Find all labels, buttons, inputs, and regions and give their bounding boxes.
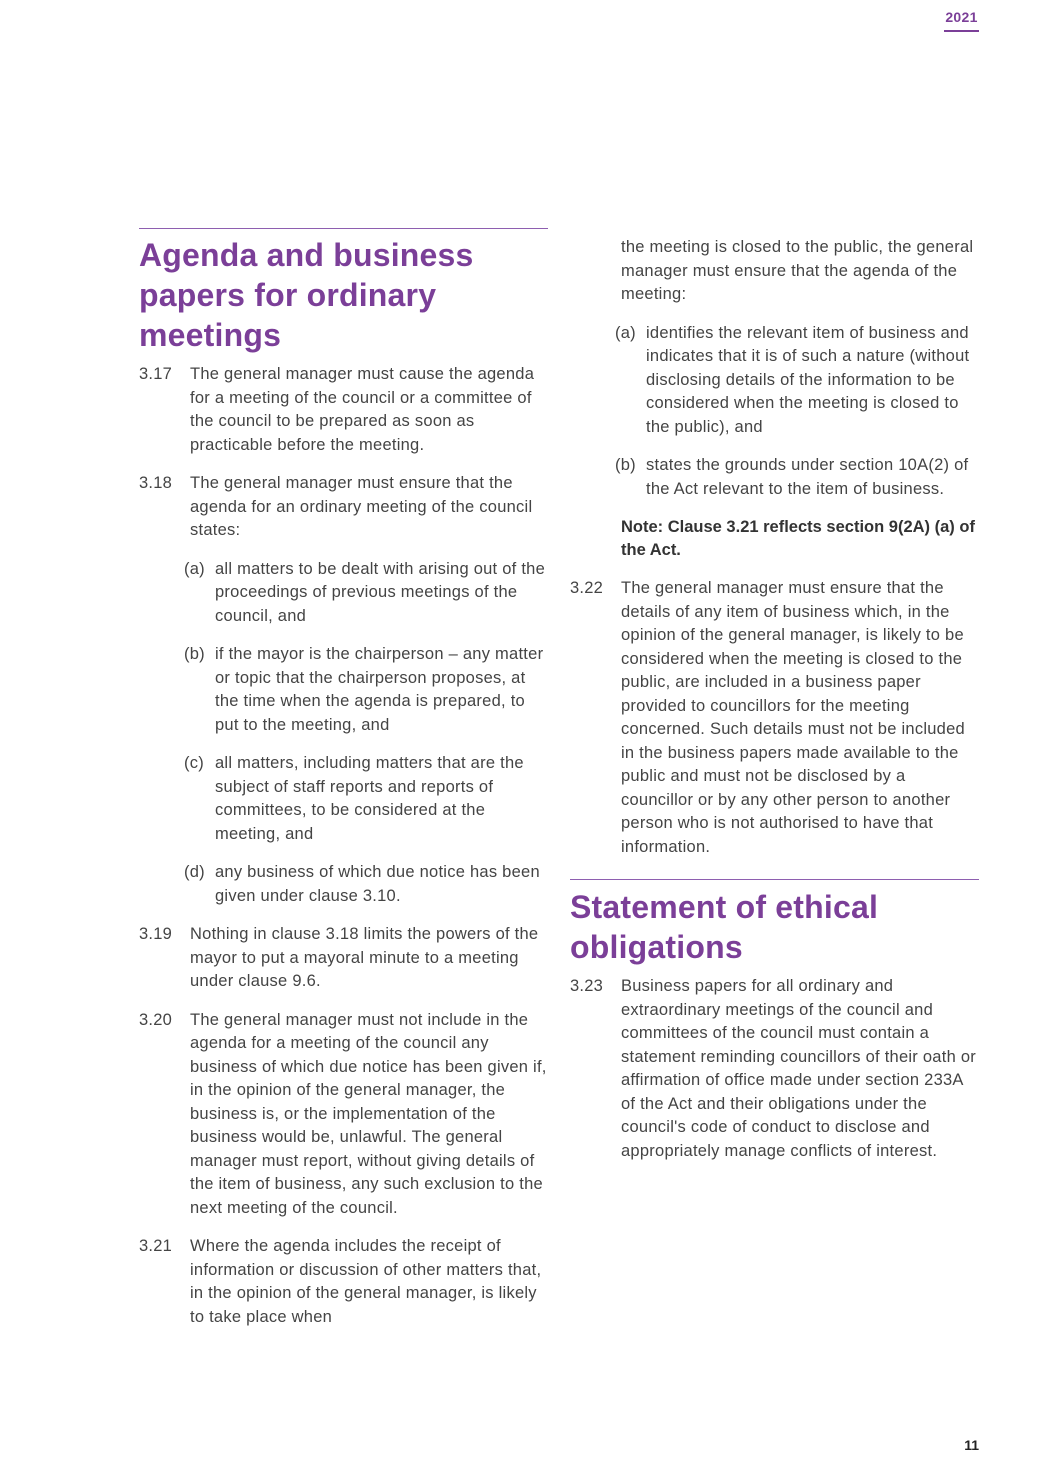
section-divider bbox=[570, 879, 979, 967]
clause-3-17 bbox=[139, 363, 548, 457]
list-item-text: if the mayor is the chairperson – any matter or topic that the chairperson proposes, at the time when the agenda is prepared, to put to the meeting, and bbox=[215, 645, 544, 734]
clause-text: The general manager must not include in the agenda for a meeting of the council any business of which due notice has been given if, in the opinion of the general manager, the business is, or the implementation of the business would be, unlawful. The general manager must report, without giving details of the item of business, any such exclusion to the next meeting of the council. bbox=[190, 1010, 547, 1217]
clause-number: 3.23 bbox=[570, 977, 604, 995]
clause-3-21 bbox=[139, 1235, 548, 1329]
clause-3-21-continued: the meeting is closed to the public, the general manager must ensure that the agenda of the meeting: bbox=[621, 238, 974, 303]
list-item bbox=[139, 643, 548, 737]
list-item-text: identifies the relevant item of business and indicates that it is of such a nature (without disclosing details of the information to be considered when the meeting is closed to the public), and bbox=[646, 323, 970, 436]
list-item-label: (b) bbox=[184, 645, 205, 663]
list-item bbox=[570, 454, 979, 501]
list-item-label: (a) bbox=[184, 559, 205, 578]
list-item bbox=[139, 558, 548, 629]
list-item bbox=[570, 322, 979, 440]
clause-number: 3.22 bbox=[570, 579, 604, 597]
clause-text: Nothing in clause 3.18 limits the powers of the mayor to put a mayoral minute to a meeting under clause 9.6. bbox=[190, 925, 539, 990]
clause-number: 3.18 bbox=[139, 474, 173, 492]
note: Note: Clause 3.21 reflects section 9(2A) (a) of the Act. bbox=[621, 518, 975, 559]
clause-number: 3.19 bbox=[139, 925, 173, 943]
section-title-ethical: Statement of ethical obligations bbox=[570, 889, 879, 965]
list-item-text: any business of which due notice has been given under clause 3.10. bbox=[215, 863, 540, 905]
clause-3-20 bbox=[139, 1009, 548, 1221]
clause-3-23 bbox=[570, 975, 979, 1163]
clause-text: The general manager must cause the agenda for a meeting of the council or a committee of the council to be prepared as soon as practicable before the meeting. bbox=[190, 365, 535, 454]
clause-3-22 bbox=[570, 577, 979, 859]
list-item-text: all matters to be dealt with arising out of the proceedings of previous meetings of the council, and bbox=[215, 559, 546, 625]
list-item-label: (c) bbox=[184, 754, 204, 772]
list-item-label: (b) bbox=[615, 456, 636, 474]
list-item-text: all matters, including matters that are the subject of staff reports and reports of committees, to be considered at the meeting, and bbox=[215, 754, 524, 843]
page-number: 11 bbox=[964, 1437, 979, 1453]
list-item-text: states the grounds under section 10A(2) of the Act relevant to the item of business. bbox=[646, 456, 969, 498]
clause-3-18 bbox=[139, 472, 548, 543]
list-item-label: (d) bbox=[184, 863, 205, 881]
right-column bbox=[570, 236, 979, 1178]
clause-number: 3.17 bbox=[139, 365, 173, 383]
year-label: 2021 bbox=[944, 9, 979, 32]
clause-number: 3.21 bbox=[139, 1237, 173, 1255]
clause-text: Where the agenda includes the receipt of information or discussion of other matters that, in the opinion of the general manager, is likely to take place when bbox=[190, 1237, 542, 1326]
list-item bbox=[139, 861, 548, 908]
section-title-agenda: Agenda and business papers for ordinary meetings bbox=[139, 237, 474, 353]
list-item-label: (a) bbox=[615, 323, 636, 342]
list-item bbox=[139, 752, 548, 846]
clause-3-19 bbox=[139, 923, 548, 994]
clause-text: The general manager must ensure that the details of any item of business which, in the opinion of the general manager, is likely to be considered when the meeting is closed to the public, are included in a business paper provided to councillors for the meeting concerned. Such details must not be included in the business papers made available to the public and must not be disclosed by a councillor or by any other person to another person who is not authorised to have that information. bbox=[621, 579, 965, 856]
left-column bbox=[139, 228, 548, 1344]
section-divider bbox=[139, 228, 548, 229]
clause-text: The general manager must ensure that the agenda for an ordinary meeting of the council states: bbox=[190, 474, 533, 539]
clause-text: Business papers for all ordinary and extraordinary meetings of the council and committees of the council must contain a statement reminding councillors of their oath or affirmation of office made under section 233A of the Act and their obligations under the council's code of conduct to disclose and appropriately manage conflicts of interest. bbox=[621, 977, 977, 1160]
clause-number: 3.20 bbox=[139, 1010, 173, 1029]
